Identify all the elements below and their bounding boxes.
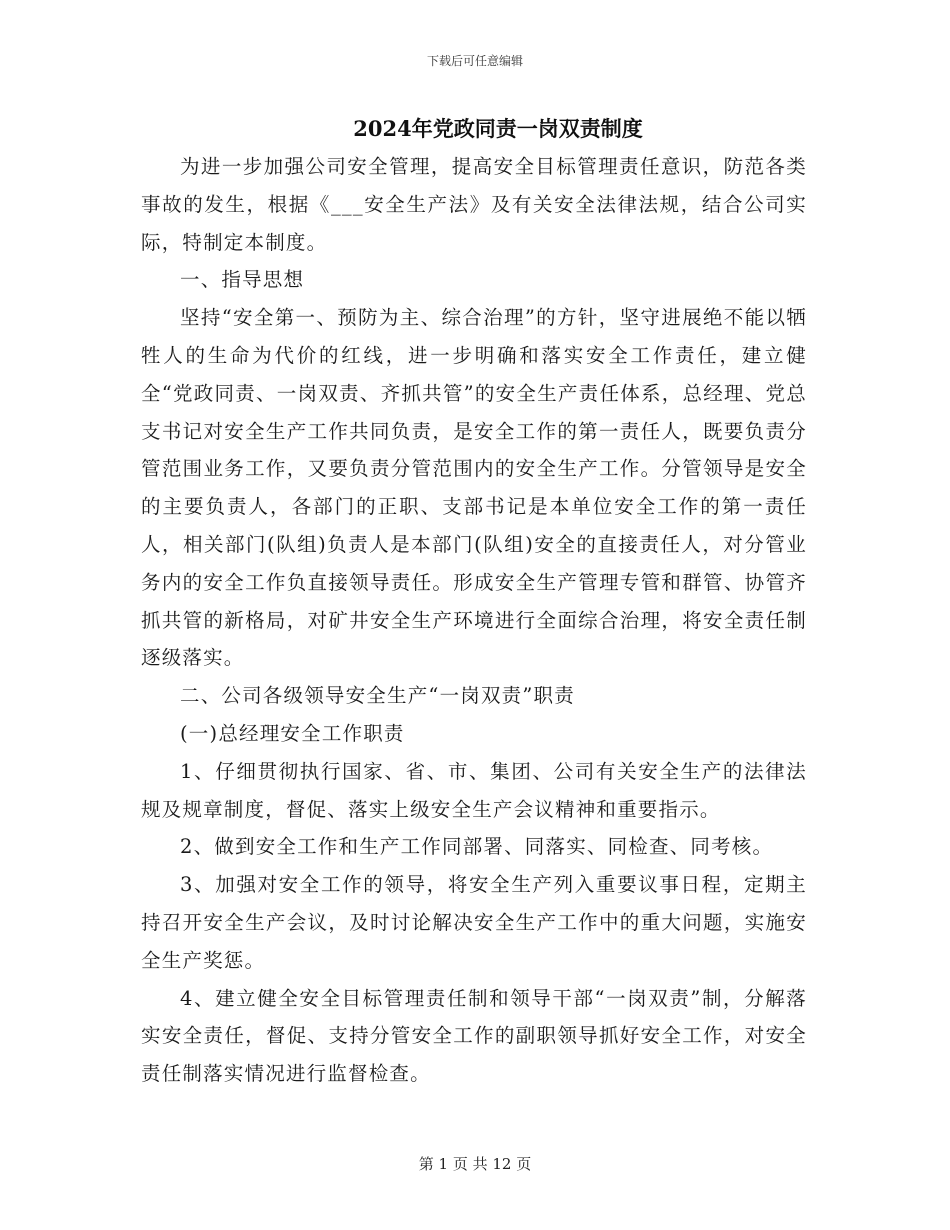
document-body: [141, 148, 807, 1093]
document-title: 2024年党政同责一岗双责制度: [353, 116, 643, 141]
list-item-1: 1、仔细贯彻执行国家、省、市、集团、公司有关安全生产的法律法规及规章制度，督促、落实上级安全生产会议精神和重要指示。: [141, 759, 807, 821]
paragraph-intro: 为进一步加强公司安全管理，提高安全目标管理责任意识，防范各类事故的发生，根据《___安全生产法》及有关安全法律法规，结合公司实际，特制定本制度。: [141, 155, 807, 254]
section-heading-leader-duties: 二、公司各级领导安全生产“一岗双责”职责: [180, 684, 575, 708]
section-heading-guiding-thought: 一、指导思想: [180, 268, 305, 292]
header-note: 下载后可任意编辑: [426, 54, 523, 68]
paragraph-guiding-thought: 坚持“安全第一、预防为主、综合治理”的方针，坚守进展绝不能以牺牲人的生命为代价的红线，进一步明确和落实安全工作责任，建立健全“党政同责、一岗双责、齐抓共管”的安全生产责任体系，总经理、党总支书记对安全生产工作共同负责，是安全工作的第一责任人，既要负责分管范围业务工作，又要负责分管范围内的安全生产工作。分管领导是安全的主要负责人，各部门的正职、支部书记是本单位安全工作的第一责任人，相关部门(队组)负责人是本部门(队组)安全的直接责任人，对分管业务内的安全工作负直接领导责任。形成安全生产管理专管和群管、协管齐抓共管的新格局，对矿井安全生产环境进行全面综合治理，将安全责任制逐级落实。: [141, 306, 807, 670]
page-indicator: 第 1 页 共 12 页: [418, 1155, 532, 1173]
list-item-4: 4、建立健全安全目标管理责任制和领导干部“一岗双责”制，分解落实安全责任，督促、支持分管安全工作的副职领导抓好安全工作，对安全责任制落实情况进行监督检查。: [141, 986, 807, 1086]
list-item-2: 2、做到安全工作和生产工作同部署、同落实、同检查、同考核。: [180, 835, 774, 859]
subsection-heading-general-manager: (一)总经理安全工作职责: [180, 721, 405, 745]
list-item-3: 3、加强对安全工作的领导，将安全生产列入重要议事日程，定期主持召开安全生产会议，及时讨论解决安全生产工作中的重大问题，实施安全生产奖惩。: [141, 873, 807, 972]
